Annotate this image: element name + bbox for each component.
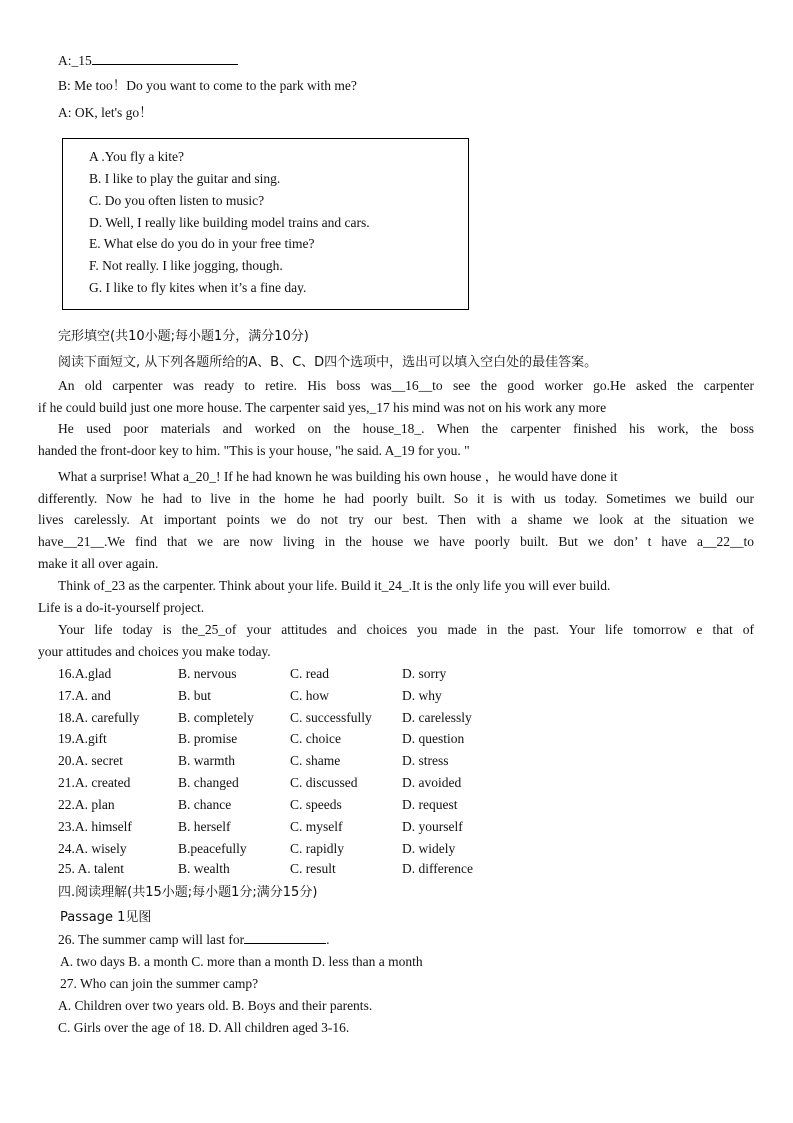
option-g: G. I like to fly kites when it’s a fine day.	[89, 280, 307, 295]
question-19-a: 19.A.gift	[58, 731, 107, 746]
question-20-a: 20.A. secret	[58, 753, 123, 768]
passage-line-8: have__21__.We find that we are now living in the house we have poorly built. But we don’ t have a__22__to	[38, 534, 754, 549]
question-16-a: 16.A.glad	[58, 666, 112, 681]
question-24-d: D. widely	[402, 841, 456, 856]
question-22-b: B. chance	[178, 797, 232, 812]
question-19-d: D. question	[402, 731, 465, 746]
question-18-a: 18.A. carefully	[58, 710, 140, 725]
question-17-b: B. but	[178, 688, 212, 703]
question-26-text: 26. The summer camp will last for	[58, 932, 245, 947]
question-18-d: D. carelessly	[402, 710, 472, 725]
question-27: 27. Who can join the summer camp?	[60, 976, 259, 991]
option-e: E. What else do you do in your free time?	[89, 236, 315, 251]
option-f: F. Not really. I like jogging, though.	[89, 258, 283, 273]
question-23-b: B. herself	[178, 819, 231, 834]
option-a: A .You fly a kite?	[89, 149, 185, 164]
passage-line-7: lives carelessly. At important points we do not try our best. Then with a shame we look at the situation we	[38, 512, 754, 527]
question-17-a: 17.A. and	[58, 688, 111, 703]
question-24-b: B.peacefully	[178, 841, 247, 856]
passage-line-1: An old carpenter was ready to retire. His boss was__16__to see the good worker go.He asked the carpenter	[58, 378, 754, 393]
option-c: C. Do you often listen to music?	[89, 193, 265, 208]
question-25-c: C. result	[290, 861, 336, 876]
passage-label: Passage 1见图	[60, 910, 152, 925]
question-16-d: D. sorry	[402, 666, 447, 681]
question-25-a: 25. A. talent	[58, 861, 124, 876]
question-21-b: B. changed	[178, 775, 239, 790]
question-23-d: D. yourself	[402, 819, 463, 834]
question-23-c: C. myself	[290, 819, 343, 834]
question-20-c: C. shame	[290, 753, 341, 768]
question-16-c: C. read	[290, 666, 329, 681]
question-26-options: A. two days B. a month C. more than a month D. less than a month	[60, 954, 423, 969]
passage-line-12: Your life today is the_25_of your attitudes and choices you made in the past. Your life tomorrow e that of	[58, 622, 754, 637]
reading-section-title: 四.阅读理解(共15小题;每小题1分;满分15分)	[58, 885, 318, 900]
question-16-b: B. nervous	[178, 666, 237, 681]
dialogue-line-b: B: Me too！Do you want to come to the park with me?	[58, 78, 357, 93]
cloze-section-title: 完形填空(共10小题;每小题1分，满分10分)	[58, 329, 309, 344]
passage-line-5: What a surprise! What a_20_! If he had known he was building his own house ，he would have done it	[58, 469, 618, 484]
option-b: B. I like to play the guitar and sing.	[89, 171, 281, 186]
question-20-b: B. warmth	[178, 753, 235, 768]
passage-line-3: He used poor materials and worked on the house_18_. When the carpenter finished his work, the boss	[58, 421, 754, 436]
question-22-a: 22.A. plan	[58, 797, 115, 812]
dialogue-a15-prefix: A:_15	[58, 53, 92, 68]
question-21-c: C. discussed	[290, 775, 358, 790]
question-24-a: 24.A. wisely	[58, 841, 127, 856]
options-box	[62, 138, 469, 310]
passage-line-13: your attitudes and choices you make today.	[38, 644, 271, 659]
question-17-d: D. why	[402, 688, 442, 703]
question-18-c: C. successfully	[290, 710, 372, 725]
passage-line-2: if he could build just one more house. The carpenter said yes,_17 his mind was not on his work any more	[38, 400, 607, 415]
question-20-d: D. stress	[402, 753, 449, 768]
question-27-options-1: A. Children over two years old. B. Boys and their parents.	[58, 998, 373, 1013]
question-27-options-2: C. Girls over the age of 18. D. All children aged 3-16.	[58, 1020, 350, 1035]
dialogue-line-a: A: OK, let's go！	[58, 105, 153, 120]
option-d: D. Well, I really like building model trains and cars.	[89, 215, 370, 230]
question-19-b: B. promise	[178, 731, 238, 746]
cloze-instruction: 阅读下面短文, 从下列各题所给的A、B、C、D四个选项中，选出可以填入空白处的最佳答案。	[58, 355, 598, 370]
question-24-c: C. rapidly	[290, 841, 344, 856]
question-25-b: B. wealth	[178, 861, 230, 876]
passage-line-4: handed the front-door key to him. "This is your house, "he said. A_19 for you. "	[38, 443, 470, 458]
question-21-a: 21.A. created	[58, 775, 131, 790]
question-18-b: B. completely	[178, 710, 254, 725]
answer-blank-15	[92, 52, 238, 65]
question-17-c: C. how	[290, 688, 330, 703]
question-22-c: C. speeds	[290, 797, 342, 812]
answer-blank-26	[244, 931, 326, 944]
passage-line-6: differently. Now he had to live in the home he had poorly built. So it is with us today. Sometimes we build our	[38, 491, 754, 506]
question-21-d: D. avoided	[402, 775, 462, 790]
passage-line-11: Life is a do-it-yourself project.	[38, 600, 205, 615]
passage-line-9: make it all over again.	[38, 556, 159, 571]
dialogue-line-15	[58, 52, 238, 70]
question-25-d: D. difference	[402, 861, 473, 876]
question-22-d: D. request	[402, 797, 458, 812]
passage-line-10: Think of_23 as the carpenter. Think about your life. Build it_24_.It is the only life you will ever build.	[58, 578, 611, 593]
question-23-a: 23.A. himself	[58, 819, 132, 834]
question-26-end: .	[326, 932, 330, 947]
question-19-c: C. choice	[290, 731, 341, 746]
question-26	[58, 931, 329, 949]
